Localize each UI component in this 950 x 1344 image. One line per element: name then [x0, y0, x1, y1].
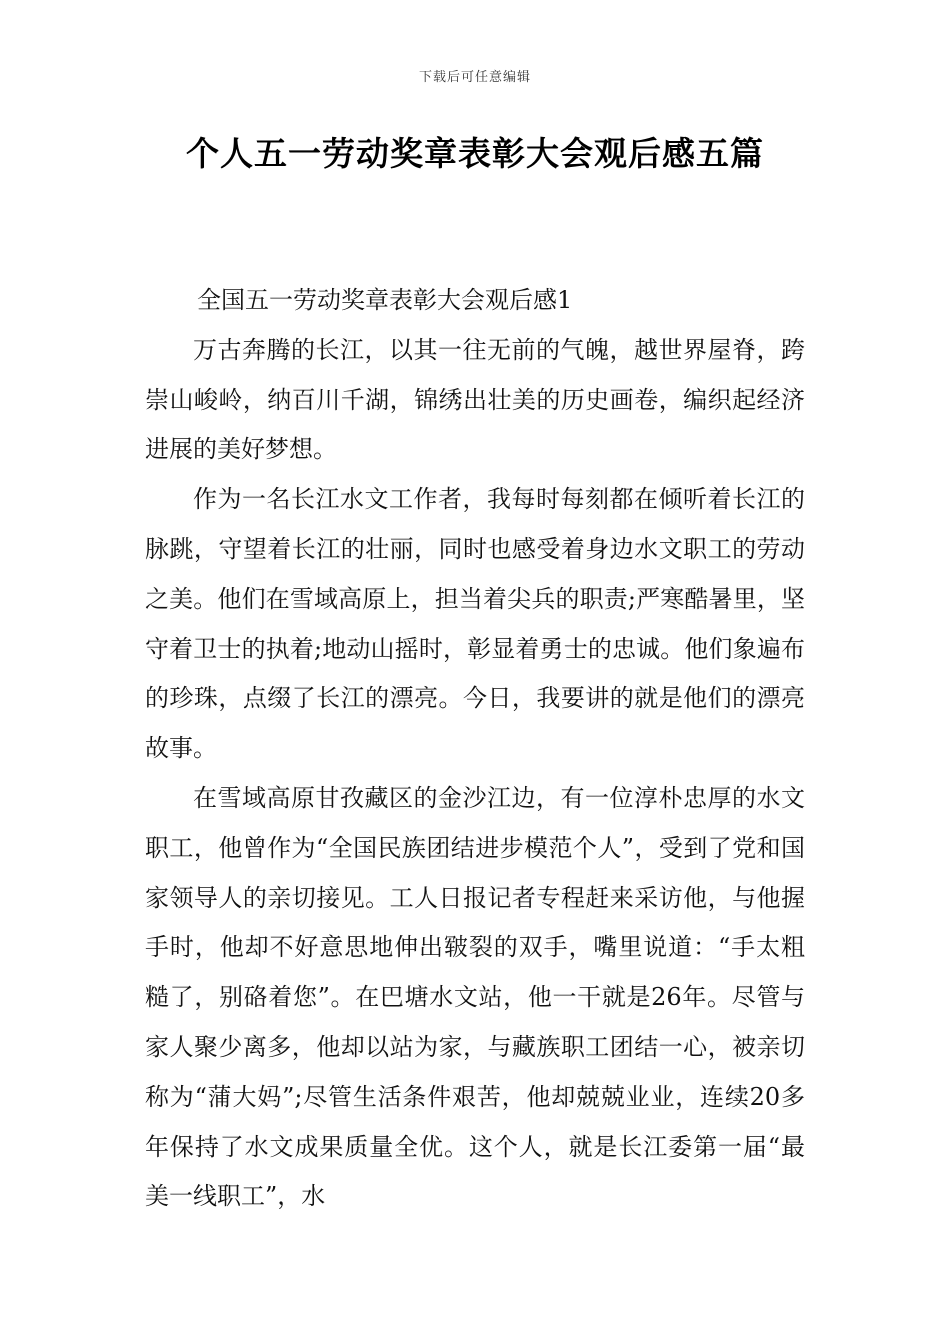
paragraph: 万古奔腾的长江，以其一往无前的气魄，越世界屋脊，跨崇山峻岭，纳百川千湖，锦绣出壮美的历史画卷，编织起经济进展的美好梦想。	[145, 335, 805, 464]
section-heading: 全国五一劳动奖章表彰大会观后感1	[197, 286, 573, 314]
paragraph: 作为一名长江水文工作者，我每时每刻都在倾听着长江的脉跳，守望着长江的壮丽，同时也感受着身边水文职工的劳动之美。他们在雪域高原上，担当着尖兵的职责;严寒酷暑里，坚守着卫士的执着;地动山摇时，彰显着勇士的忠诚。他们象遍布的珍珠，点缀了长江的漂亮。今日，我要讲的就是他们的漂亮故事。	[145, 485, 805, 763]
paragraph: 在雪域高原甘孜藏区的金沙江边，有一位淳朴忠厚的水文职工，他曾作为“全国民族团结进步模范个人”，受到了党和国家领导人的亲切接见。工人日报记者专程赶来采访他，与他握手时，他却不好意思地伸出皲裂的双手，嘴里说道：“手太粗糙了，别硌着您”。在巴塘水文站，他一干就是26年。尽管与家人聚少离多，他却以站为家，与藏族职工团结一心，被亲切称为“蒲大妈”;尽管生活条件艰苦，他却兢兢业业，连续20多年保持了水文成果质量全优。这个人，就是长江委第一届“最美一线职工”，水	[145, 783, 805, 1211]
document-title: 个人五一劳动奖章表彰大会观后感五篇	[186, 134, 764, 173]
document-body	[145, 276, 805, 1222]
header-note: 下载后可任意编辑	[418, 70, 531, 85]
